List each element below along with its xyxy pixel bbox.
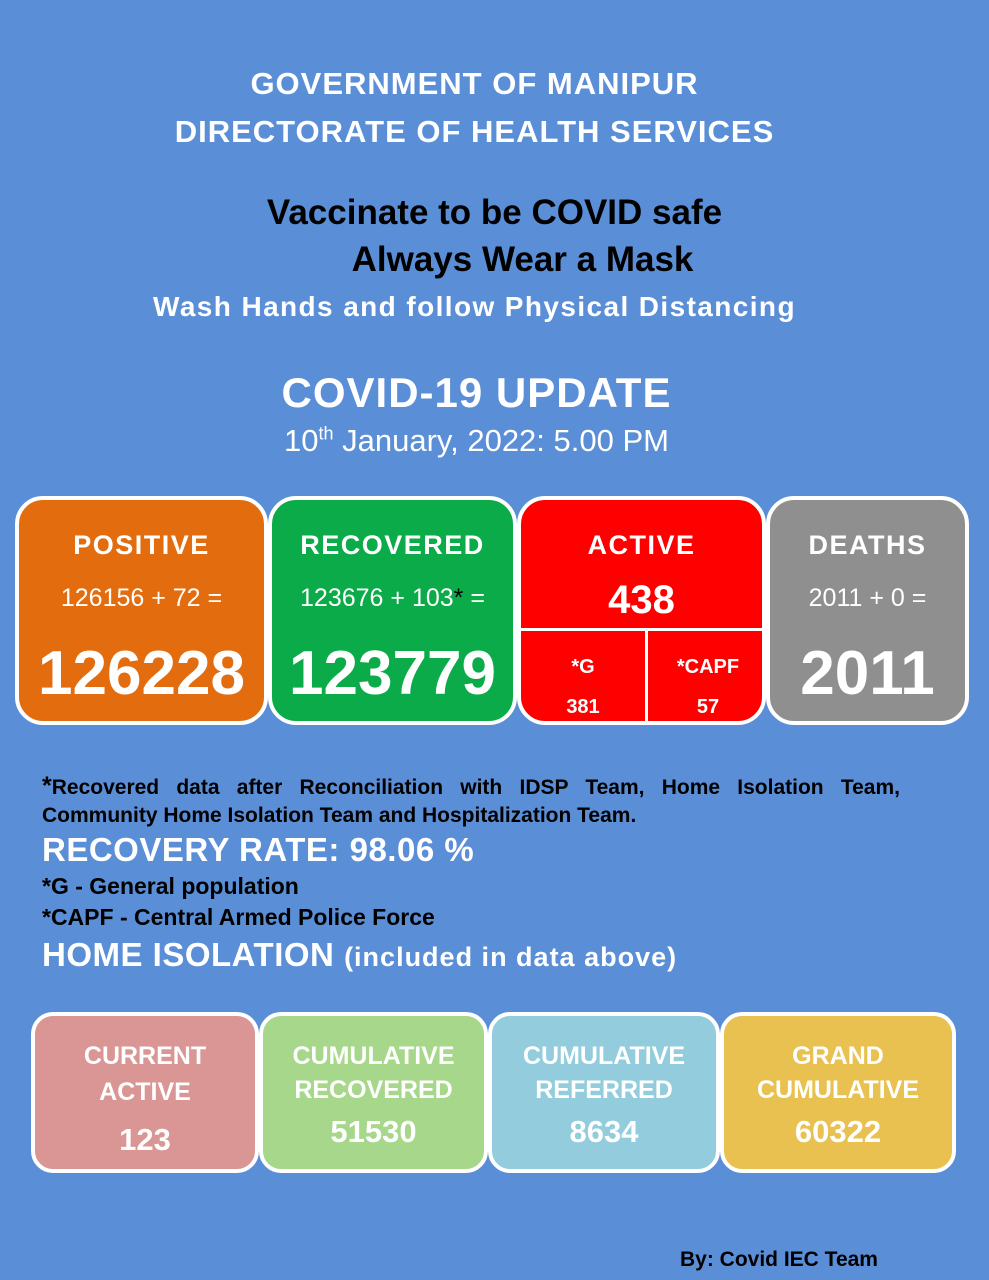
header-line-2: DIRECTORATE OF HEALTH SERVICES <box>174 114 775 149</box>
slogan-wash-hands: Wash Hands and follow Physical Distancing <box>153 291 796 322</box>
recovery-rate: RECOVERY RATE: 98.06 % <box>42 831 475 868</box>
active-card <box>517 496 766 725</box>
g-population-note: *G - General population <box>42 873 299 899</box>
deaths-total: 2011 <box>800 639 935 708</box>
positive-equation: 126156 + 72 = <box>60 584 223 612</box>
current-active-line1: CURRENT <box>83 1042 207 1070</box>
header-line-1: GOVERNMENT OF MANIPUR <box>250 66 699 101</box>
active-label: ACTIVE <box>587 530 696 560</box>
active-g-label: *G <box>571 656 595 678</box>
note-text: Recovered data after Reconciliation with IDSP Team, Home Isolation Team, Community Home Isolation Team and Hospitalization Team. <box>42 776 900 827</box>
home-isolation-heading <box>42 936 677 974</box>
positive-label: POSITIVE <box>73 530 210 560</box>
cumulative-referred-card <box>488 1012 720 1173</box>
active-total: 438 <box>608 578 675 622</box>
home-isolation-paren: (included in data above) <box>344 942 678 972</box>
capf-note: *CAPF - Central Armed Police Force <box>42 904 435 930</box>
recovered-equation-equals: = <box>463 584 485 612</box>
cumulative-referred-value: 8634 <box>569 1114 639 1149</box>
cumulative-referred-line2: REFERRED <box>535 1076 673 1104</box>
positive-total: 126228 <box>38 639 245 708</box>
update-date <box>0 423 971 459</box>
current-active-line2: ACTIVE <box>99 1078 191 1106</box>
active-divider-horizontal <box>521 628 762 631</box>
active-g-value: 381 <box>566 696 600 718</box>
note-star: * <box>42 772 52 800</box>
home-isolation-title: HOME ISOLATION <box>42 936 335 973</box>
deaths-card <box>766 496 969 725</box>
recovered-label: RECOVERED <box>300 530 485 560</box>
date-rest: January, 2022: 5.00 PM <box>333 423 669 458</box>
date-day: 10 <box>284 423 319 458</box>
cumulative-referred-line1: CUMULATIVE <box>522 1042 686 1070</box>
recovered-equation <box>272 584 513 613</box>
update-title: COVID-19 UPDATE <box>281 369 672 416</box>
cumulative-recovered-line2: RECOVERED <box>294 1076 453 1104</box>
positive-card <box>15 496 268 725</box>
date-day-suffix: th <box>318 423 334 444</box>
cumulative-recovered-line1: CUMULATIVE <box>292 1042 455 1070</box>
grand-cumulative-line2: CUMULATIVE <box>756 1076 920 1104</box>
deaths-label: DEATHS <box>808 530 927 560</box>
recovered-equation-main: 123676 + 103 <box>300 584 454 612</box>
slogan-vaccinate: Vaccinate to be COVID safe <box>266 193 723 232</box>
grand-cumulative-line1: GRAND <box>792 1042 884 1070</box>
deaths-equation: 2011 + 0 = <box>808 584 927 612</box>
grand-cumulative-card <box>720 1012 956 1173</box>
recovered-card <box>268 496 517 725</box>
recovered-equation-star: * <box>453 584 464 612</box>
current-active-value: 123 <box>119 1122 171 1157</box>
active-capf-value: 57 <box>696 696 720 718</box>
cumulative-recovered-value: 51530 <box>330 1114 417 1149</box>
recovered-total: 123779 <box>289 639 496 708</box>
active-capf-label: *CAPF <box>676 656 740 678</box>
reconciliation-note <box>42 772 900 830</box>
cumulative-recovered-card <box>259 1012 488 1173</box>
grand-cumulative-value: 60322 <box>794 1114 882 1149</box>
current-active-card <box>31 1012 259 1173</box>
credit-line: By: Covid IEC Team <box>680 1248 878 1271</box>
slogan-mask: Always Wear a Mask <box>351 240 694 279</box>
